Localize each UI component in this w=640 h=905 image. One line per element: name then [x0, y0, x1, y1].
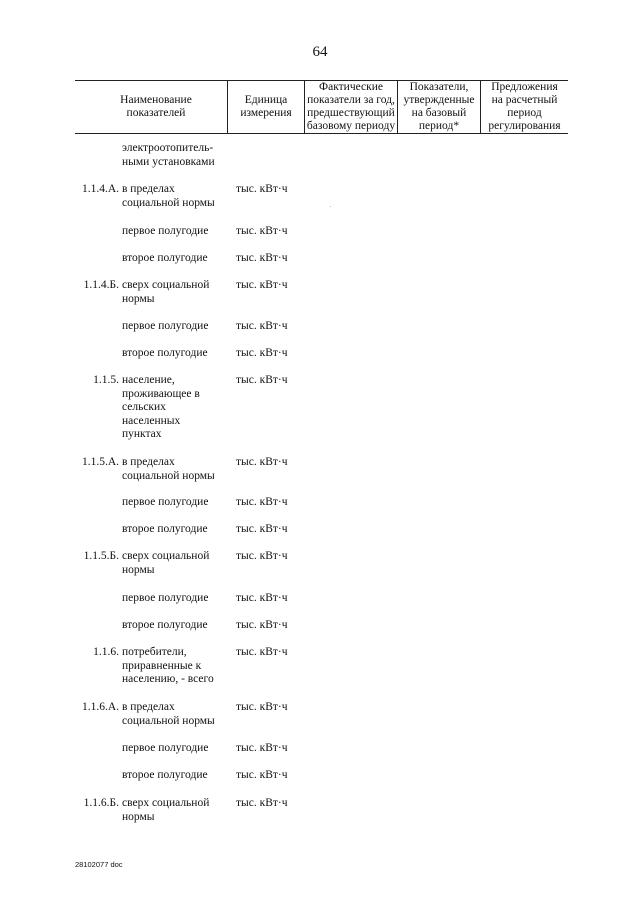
row-unit: тыс. кВт·ч [236, 320, 288, 332]
row-name: в пределах социальной нормы [122, 183, 215, 209]
scan-speck [330, 206, 331, 207]
row-name: в пределах социальной нормы [122, 701, 215, 727]
row-unit: тыс. кВт·ч [236, 225, 288, 237]
row-name: второе полугодие [122, 619, 208, 631]
row-unit: тыс. кВт·ч [236, 183, 288, 195]
row-number: 1.1.5.А. [81, 456, 119, 468]
row-name: население, проживающее в сельских населенных пунктах [122, 374, 200, 440]
page-number: 64 [312, 44, 328, 60]
row-number: 1.1.6.Б. [83, 797, 119, 809]
row-number: 1.1.5. [93, 374, 119, 386]
row-name: второе полугодие [122, 769, 208, 781]
row-unit: тыс. кВт·ч [236, 252, 288, 264]
row-number: 1.1.4.А. [81, 183, 119, 195]
row-name: первое полугодие [122, 742, 209, 754]
row-name: электроотопитель- ными установками [122, 142, 215, 168]
row-unit: тыс. кВт·ч [236, 701, 288, 713]
row-unit: тыс. кВт·ч [236, 592, 288, 604]
table-header [75, 80, 568, 134]
row-unit: тыс. кВт·ч [236, 550, 288, 562]
row-unit: тыс. кВт·ч [236, 456, 288, 468]
row-unit: тыс. кВт·ч [236, 496, 288, 508]
row-name: второе полугодие [122, 523, 208, 535]
row-unit: тыс. кВт·ч [236, 797, 288, 809]
row-unit: тыс. кВт·ч [236, 279, 288, 291]
row-unit: тыс. кВт·ч [236, 742, 288, 754]
header-name: Наименование показателей [120, 94, 192, 119]
header-approved: Показатели, утвержденные на базовый период* [397, 81, 480, 133]
document-footer: 28102077 doc [75, 860, 123, 869]
row-name: сверх социальной нормы [122, 550, 210, 576]
row-name: первое полугодие [122, 225, 209, 237]
header-proposals: Предложения на расчетный период регулирования [480, 81, 568, 133]
row-unit: тыс. кВт·ч [236, 646, 288, 658]
row-name: второе полугодие [122, 252, 208, 264]
row-unit: тыс. кВт·ч [236, 523, 288, 535]
row-number: 1.1.6.А. [81, 701, 119, 713]
header-unit: Единица измерения [227, 81, 304, 133]
row-unit: тыс. кВт·ч [236, 619, 288, 631]
row-name: сверх социальной нормы [122, 279, 210, 305]
row-name: потребители, приравненные к населению, - всего [122, 646, 214, 685]
row-number: 1.1.6. [93, 646, 119, 658]
row-unit: тыс. кВт·ч [236, 347, 288, 359]
row-name: первое полугодие [122, 320, 209, 332]
row-name: первое полугодие [122, 496, 209, 508]
row-unit: тыс. кВт·ч [236, 374, 288, 386]
row-unit: тыс. кВт·ч [236, 769, 288, 781]
row-name: второе полугодие [122, 347, 208, 359]
row-name: в пределах социальной нормы [122, 456, 215, 482]
header-actual: Фактические показатели за год, предшествующий базовому периоду [304, 81, 397, 133]
row-name: первое полугодие [122, 592, 209, 604]
row-number: 1.1.4.Б. [83, 279, 119, 291]
row-number: 1.1.5.Б. [83, 550, 119, 562]
row-name: сверх социальной нормы [122, 797, 210, 823]
